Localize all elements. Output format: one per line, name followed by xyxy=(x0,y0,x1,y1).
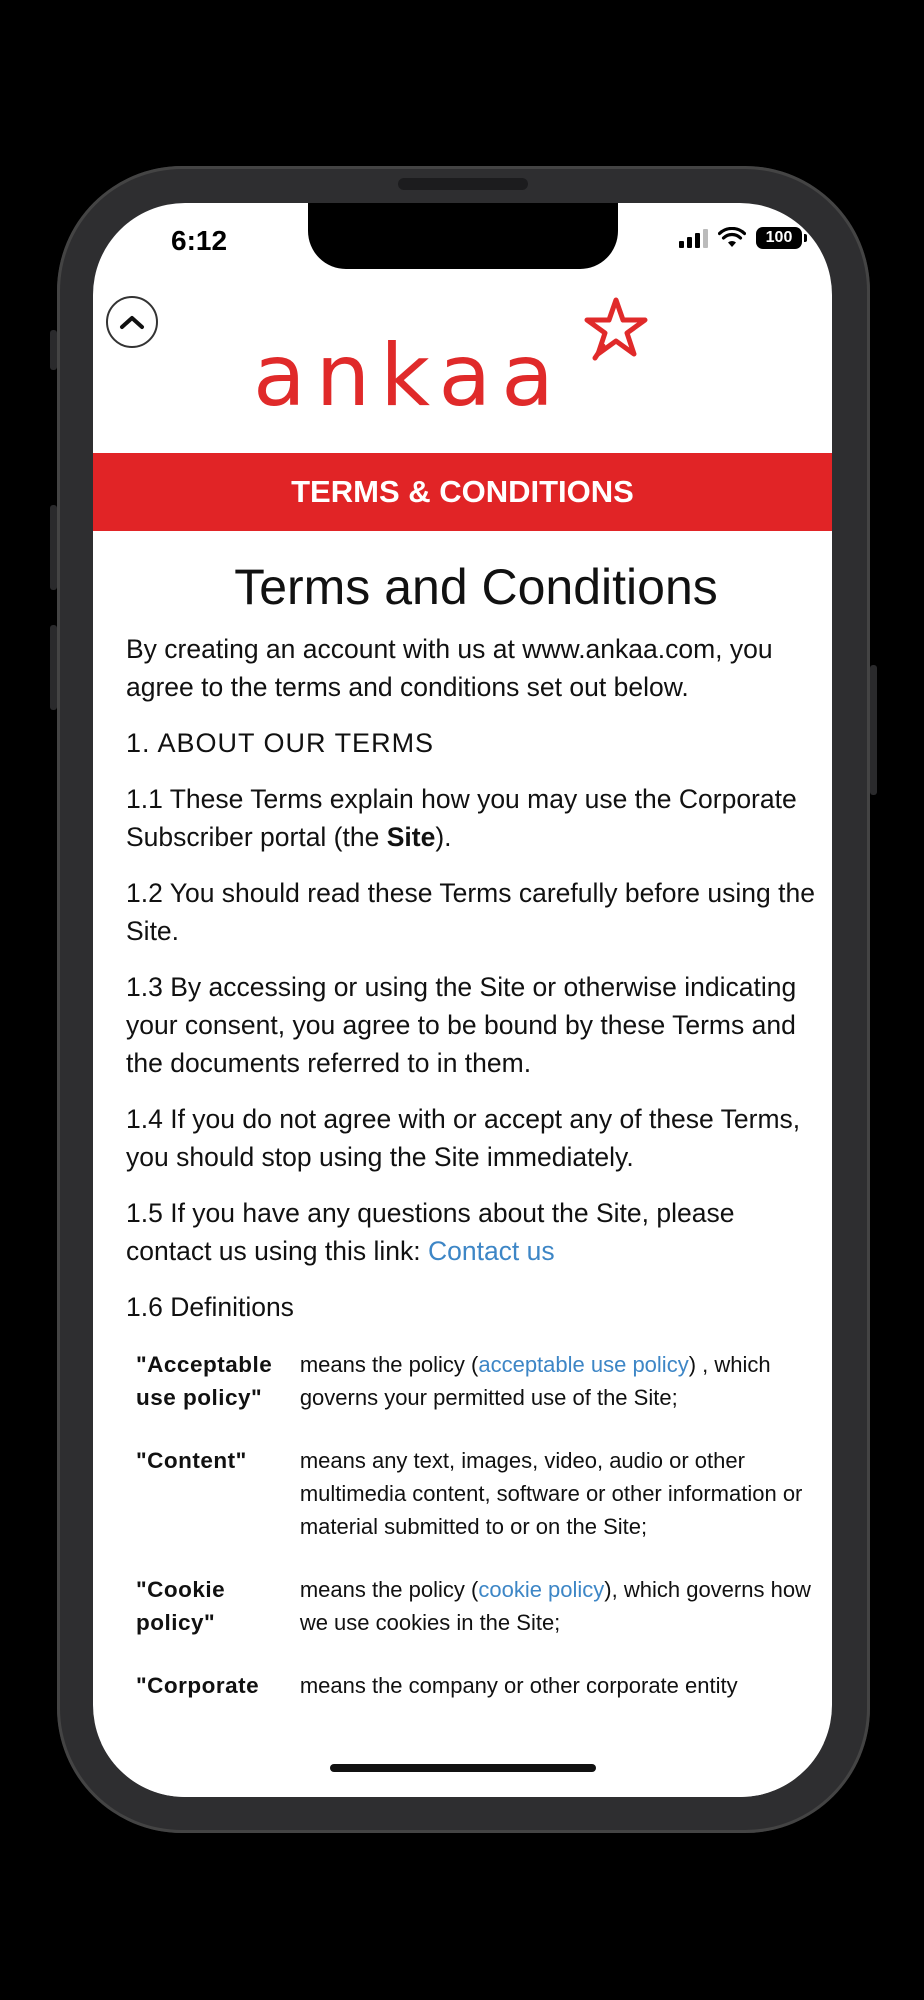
clause-1-5-text: 1.5 If you have any questions about the Site, please contact us using this link: xyxy=(126,1198,735,1266)
clause-1-1-end: ). xyxy=(435,822,452,852)
status-time: 6:12 xyxy=(171,225,228,256)
section-heading-about: 1. ABOUT OUR TERMS xyxy=(126,728,435,758)
definition-row xyxy=(136,1348,826,1414)
definition-term: "Acceptable use policy" xyxy=(136,1352,273,1410)
power-button xyxy=(870,665,877,795)
volume-down-button xyxy=(50,625,57,710)
definition-term: "Corporate xyxy=(136,1673,260,1698)
contact-us-link[interactable]: Contact us xyxy=(427,1236,555,1266)
collapse-button[interactable] xyxy=(106,296,158,348)
notch xyxy=(308,203,618,269)
acceptable-use-policy-link[interactable]: acceptable use policy xyxy=(478,1352,689,1377)
clause-1-1-text: 1.1 These Terms explain how you may use the Corporate Subscriber portal (the xyxy=(126,784,797,852)
definition-meaning xyxy=(300,1573,826,1639)
clause-1-3: 1.3 By accessing or using the Site or otherwise indicating your consent, you agree to be bound by these Terms and the documents referred to in them. xyxy=(126,972,797,1078)
battery-icon xyxy=(756,227,802,249)
status-icons xyxy=(679,227,802,249)
definition-meaning xyxy=(300,1348,826,1414)
terms-banner: TERMS & CONDITIONS xyxy=(93,453,832,531)
battery-level: 100 xyxy=(765,229,793,246)
home-indicator[interactable] xyxy=(330,1764,596,1772)
page-title: Terms and Conditions xyxy=(234,559,718,615)
cookie-text: means the policy ( xyxy=(299,1577,479,1602)
aup-text: means the policy ( xyxy=(299,1352,479,1377)
cellular-signal-icon xyxy=(679,228,708,248)
phone-screen xyxy=(93,203,832,1797)
volume-up-button xyxy=(50,505,57,590)
intro-paragraph: By creating an account with us at www.ankaa.com, you agree to the terms and conditions set out below. xyxy=(126,634,773,702)
wifi-icon xyxy=(718,227,746,249)
definition-row xyxy=(136,1444,826,1543)
terms-content xyxy=(126,558,826,1732)
logo-wordmark: ankaa xyxy=(253,326,564,426)
clause-1-4: 1.4 If you do not agree with or accept any of these Terms, you should stop using the Site immediately. xyxy=(126,1104,801,1172)
definition-row xyxy=(136,1669,826,1702)
cookie-text-end: ), which governs how we use cookies in the Site; xyxy=(299,1577,811,1635)
definition-meaning: means the company or other corporate entity xyxy=(299,1673,738,1698)
speaker-grille xyxy=(398,178,528,190)
star-logo-icon xyxy=(581,296,651,361)
clause-1-5 xyxy=(126,1194,826,1270)
mute-switch xyxy=(50,330,57,370)
chevron-up-icon xyxy=(119,313,145,331)
definition-term: "Content" xyxy=(136,1448,247,1473)
definition-row xyxy=(136,1573,826,1639)
aup-text-end: ) , which governs your permitted use of the Site; xyxy=(299,1352,771,1410)
site-term: Site xyxy=(386,822,436,852)
cookie-policy-link[interactable]: cookie policy xyxy=(478,1577,605,1602)
clause-1-6: 1.6 Definitions xyxy=(126,1292,294,1322)
definition-term: "Cookie policy" xyxy=(136,1577,226,1635)
definition-meaning: means any text, images, video, audio or other multimedia content, software or other information or material submitted to or on the Site; xyxy=(299,1448,803,1539)
definitions-table xyxy=(136,1348,826,1702)
clause-1-2: 1.2 You should read these Terms carefully before using the Site. xyxy=(126,878,815,946)
clause-1-1 xyxy=(126,780,826,856)
